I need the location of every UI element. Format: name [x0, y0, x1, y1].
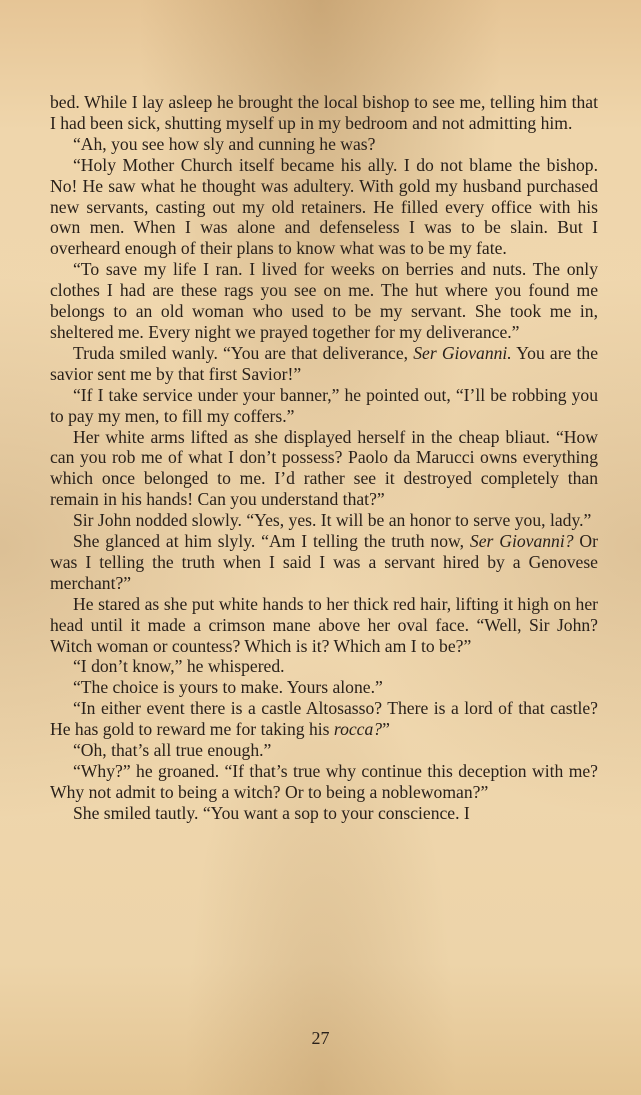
italic-text: Ser Giovanni?	[469, 531, 574, 552]
paragraph	[50, 594, 598, 657]
text-run: “Why?” he groaned. “If that’s true why continue this deception with me? Why not admit to being a witch? Or to being a noblewoman?”	[50, 761, 598, 802]
text-run: Or was I telling the truth when I said I was a servant hired by a Genovese merchant?”	[50, 531, 599, 593]
paragraph	[50, 656, 598, 677]
paragraph	[50, 740, 598, 761]
text-run: Sir John nodded slowly. “Yes, yes. It will be an honor to serve you, lady.”	[73, 510, 592, 531]
page-number: 27	[311, 1028, 330, 1048]
paragraph	[50, 677, 598, 698]
text-run: Her white arms lifted as she displayed herself in the cheap bliaut. “How can you rob me of what I don’t possess? Paolo da Marucci owns everything which once belonged to me. I’d rather see it destroyed completely than remain in his hands! Can you understand that?”	[50, 426, 598, 510]
text-run: Truda smiled wanly. “You are that deliverance,	[73, 342, 414, 363]
text-run: He stared as she put white hands to her thick red hair, lifting it high on her head until it made a crimson mane above her oval face. “Well, Sir John? Witch woman or countess? Which is it? Which am I to be?”	[50, 593, 598, 656]
italic-text: rocca?	[333, 719, 383, 740]
text-run: “In either event there is a castle Altosasso? There is a lord of that castle? He has gold to reward me for taking his	[50, 698, 598, 740]
paragraph	[50, 92, 598, 134]
paragraph	[50, 803, 598, 824]
paragraph	[50, 531, 598, 594]
text-run: ”	[382, 719, 390, 740]
paragraph	[50, 155, 598, 260]
italic-text: Ser Giovanni.	[413, 342, 512, 363]
text-run: “Holy Mother Church itself became his ally. I do not blame the bishop. No! He saw what he thought was adultery. With gold my husband purchased new servants, casting out my old retainers. He filled every office with his own men. When I was alone and defenseless I was to be slain. But I overheard enough of their plans to know what was to be my fate.	[50, 154, 598, 259]
book-page-text	[50, 92, 598, 824]
paragraph	[50, 134, 598, 155]
text-run: “I don’t know,” he whispered.	[73, 656, 285, 677]
text-run: She glanced at him slyly. “Am I telling the truth now,	[73, 531, 470, 552]
paragraph	[50, 761, 598, 803]
text-run: “If I take service under your banner,” he pointed out, “I’ll be robbing you to pay my men, to fill my coffers.”	[50, 384, 598, 426]
paragraph	[50, 343, 598, 385]
text-run: You are the savior sent me by that first Savior!”	[50, 342, 598, 384]
paragraph	[50, 698, 598, 740]
text-run: “Oh, that’s all true enough.”	[73, 740, 272, 761]
text-run: “To save my life I ran. I lived for weeks on berries and nuts. The only clothes I had are these rags you see on me. The hut where you found me belongs to an old woman who used to be my servant. She took me in, sheltered me. Every night we prayed together for my deliverance.”	[50, 259, 598, 342]
text-run: “Ah, you see how sly and cunning he was?	[73, 133, 376, 154]
paragraph	[50, 259, 598, 343]
paragraph	[50, 510, 598, 531]
text-run: bed. While I lay asleep he brought the local bishop to see me, telling him that I had been sick, shutting myself up in my bedroom and not admitting him.	[50, 92, 598, 133]
paragraph	[50, 427, 598, 511]
text-run: “The choice is yours to make. Yours alone.”	[73, 677, 383, 698]
text-run: She smiled tautly. “You want a sop to your conscience. I	[73, 802, 470, 823]
paragraph	[50, 385, 598, 427]
